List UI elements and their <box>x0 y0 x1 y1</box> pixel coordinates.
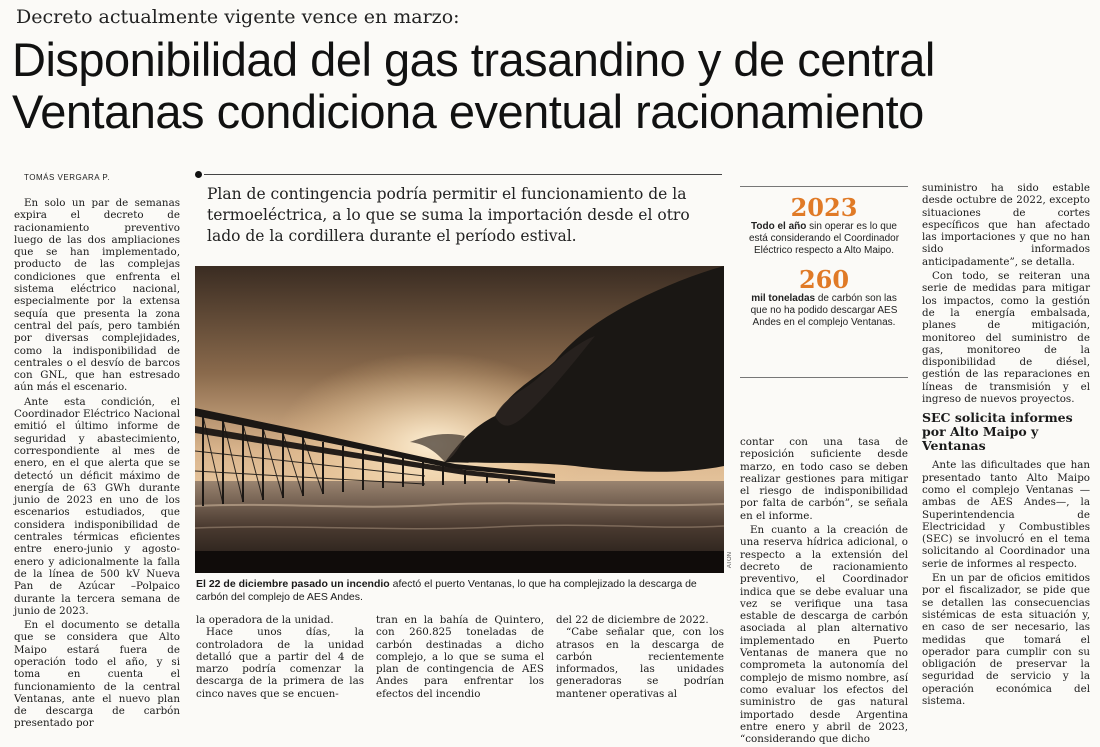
paragraph: Con todo, se reiteran una serie de medidas para mitigar los impactos, como la gestión de la energía embalsada, planes de mitigación, monitoreo del suministro de gas, monitoreo de la disponibilidad de diésel, gestión de las reparaciones en líneas de transmisión y el ingreso de nuevos proyectos. <box>922 270 1090 406</box>
paragraph: En cuanto a la creación de una reserva hídrica adicional, o respecto a la extensión del decreto de racionamiento preventivo, el Coordinador indica que se debe evaluar una vez se verifique una tasa estable de descarga de carbón asociada al plan alternativo implementado en Puerto Ventanas de manera que no comprometa la autonomía del complejo de mismo nombre, así como evaluar los efectos del suministro de gas natural importado desde Argentina entre enero y abril de 2023, “considerando que dicho <box>740 524 908 746</box>
article-column-3-bottom <box>376 614 544 700</box>
fact-text-1 <box>740 221 908 257</box>
fact-bold-1: Todo el año <box>751 221 807 232</box>
fact-number-1: 2023 <box>790 193 858 222</box>
section-title: SEC solicita informes por Alto Maipo y Ventanas <box>922 410 1073 454</box>
kicker: Decreto actualmente vigente vence en marzo: <box>16 6 460 28</box>
paragraph: “Cabe señalar que, con los atrasos en la descarga de carbón recientemente informados, las unidades generadoras se podrían mantener operativas al <box>556 626 724 700</box>
caption-text: afectó el puerto Ventanas, lo que ha complejizado la descarga de carbón del complejo de AES Andes. <box>196 578 697 603</box>
headline-line-1: Disponibilidad del gas trasandino y de central <box>12 33 935 86</box>
fact-text-2 <box>740 293 908 329</box>
caption-bold: El 22 de diciembre pasado un incendio <box>196 578 390 590</box>
paragraph: En el documento se detalla que se considera que Alto Maipo estará fuera de operación todo el año, y si toma en cuenta el funcionamiento de la central Ventanas, ante el nuevo plan de descarga de carbón presentado por <box>14 619 180 730</box>
paragraph: Ante esta condición, el Coordinador Eléctrico Nacional emitió el último informe de seguridad y abastecimiento, correspondiente al mes de enero, en el que alerta que se detectó un déficit máximo de energía de 63 GWh durante junio de 2023 en uno de los escenarios estudiados, que considera indisponibilidad de centrales térmicas eficientes entre enero-junio y agosto-enero y adicionalmente la falla de la línea de 500 kV Nueva Pan de Azúcar –Polpaico durante la tercera semana de junio de 2023. <box>14 395 180 617</box>
byline: TOMÁS VERGARA P. <box>24 173 110 182</box>
article-column-6 <box>922 182 1090 709</box>
paragraph: En un par de oficios emitidos por el fiscalizador, se pide que se detallen las consecuencias sistémicas de esta situación y, en caso de ser necesario, las medidas que tomará el operador para cumplir con su obligación de preservar la seguridad de servicio y la operación económica del sistema. <box>922 572 1090 707</box>
paragraph: Hace unos días, la controladora de la unidad detalló que a partir del 4 de marzo podría comenzar la descarga de la primera de las cinco naves que se encuen- <box>196 626 364 700</box>
photo-caption <box>196 578 726 604</box>
headline-line-2: Ventanas condiciona eventual racionamiento <box>12 85 924 138</box>
article-photo <box>195 266 724 573</box>
rule-dot <box>195 171 202 178</box>
fact-bold-2: mil toneladas <box>751 293 816 304</box>
article-column-2-bottom <box>196 614 364 700</box>
paragraph: del 22 de diciembre de 2022. <box>556 614 709 626</box>
article-column-5 <box>740 436 908 747</box>
pier-fire-illustration <box>195 266 724 573</box>
fact-number-2: 260 <box>798 265 850 294</box>
article-column-4-bottom <box>556 614 724 700</box>
paragraph: contar con una tasa de reposición suficiente desde marzo, en todo caso se deben realizar gestiones para mitigar el riesgo de indisponibilidad por falta de carbón”, se señala en el informe. <box>740 436 908 522</box>
fact-box <box>740 186 908 378</box>
headline <box>12 34 1092 138</box>
paragraph: tran en la bahía de Quintero, con 260.825 toneladas de carbón destinadas a dicho complejo, a lo que se suma el plan de contingencia de AES Andes para enfrentar los efectos del incendio <box>376 614 544 700</box>
divider-rule <box>204 174 722 175</box>
paragraph: Ante las dificultades que han presentado tanto Alto Maipo como el complejo Ventanas —ambas de AES Andes—, la Superintendencia de Electricidad y Combustibles (SEC) se involucró en el tema solicitando al Coordinador una serie de informes al respecto. <box>922 459 1090 570</box>
photo-credit: ATON <box>727 552 733 569</box>
fact-rest-1: sin operar es lo que está considerando el Coordinador Eléctrico respecto a Alto Maipo. <box>748 221 900 256</box>
paragraph: la operadora de la unidad. <box>196 614 334 626</box>
subheadline: Plan de contingencia podría permitir el funcionamiento de la termoeléctrica, a lo que se suma la importación desde el otro lado de la cordillera durante el período estival. <box>207 185 690 245</box>
paragraph: suministro ha sido estable desde octubre de 2022, excepto situaciones de cortes específicos que han afectado las importaciones y que no han sido informados anticipadamente”, se detalla. <box>922 182 1090 268</box>
paragraph: En solo un par de semanas expira el decreto de racionamiento preventivo luego de las dos ampliaciones que se han implementado, producto de las complejas condiciones que enfrenta el sistema eléctrico nacional, especialmente por la extensa sequía que presenta la zona central del país, pero también por diversas complejidades, como la indisponibilidad de centrales o el desvío de barcos con GNL, que han estresado aún más el escenario. <box>14 197 180 394</box>
fact-rest-2: de carbón son las que no ha podido descargar AES Andes en el complejo Ventanas. <box>750 293 898 328</box>
article-column-1 <box>14 197 180 732</box>
